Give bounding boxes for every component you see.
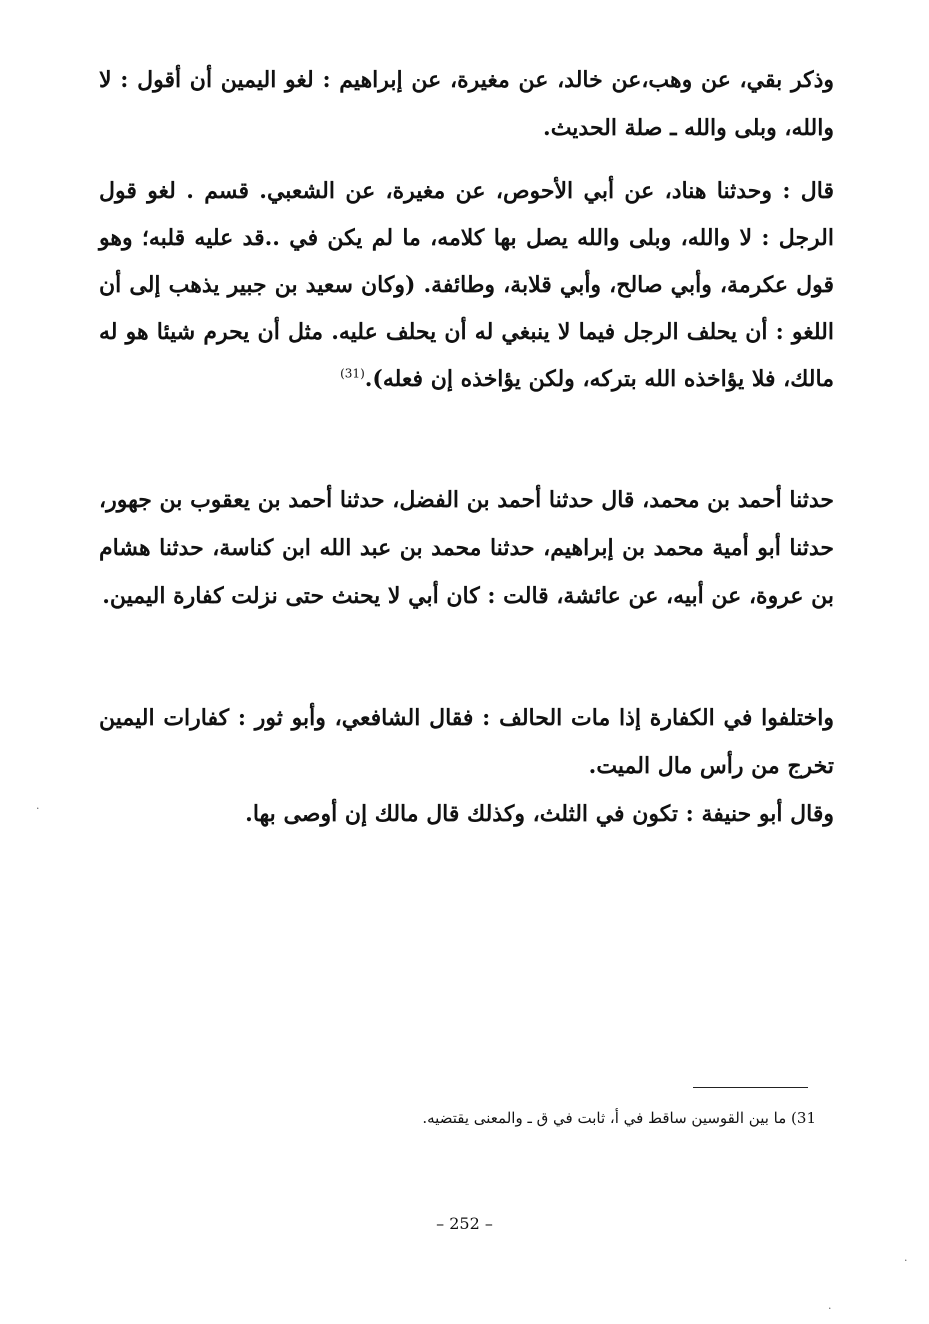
footnote: 31) ما بين القوسين ساقط في أ، ثابت في ق ـ والمعنى يقتضيه.: [422, 1109, 816, 1127]
footnote-separator: [693, 1087, 808, 1088]
paragraph-3-text: حدثنا أحمد بن محمد، قال حدثنا أحمد بن الفضل، حدثنا أحمد بن يعقوب بن جهور، حدثنا أبو أمية محمد بن إبراهيم، حدثنا محمد بن عبد الله ابن كناسة، حدثنا هشام بن عروة، عن أبيه، عن عائشة، قالت : كان أبي لا يحنث حتى نزلت كفارة اليمين.: [99, 487, 834, 609]
paragraph-1: [99, 56, 834, 152]
page-number: – 252 –: [436, 1214, 493, 1233]
paragraph-2-text: قال : وحدثنا هناد، عن أبي الأحوص، عن مغيرة، عن الشعبي. قسم . لغو قول الرجل : لا والله، وبلى والله يصل بها كلامه، ما لم يكن في ..قد عليه قلبه؛ وهو قول عكرمة، وأبي صالح، وأبي قلابة، وطائفة. (وكان سعيد بن جبير يذهب إلى أن اللغو : أن يحلف الرجل فيما لا ينبغي له أن يحلف عليه. مثل أن يحرم شيئا هو له مالك، فلا يؤاخذه الله بتركه، ولكن يؤاخذه إن فعله).: [99, 178, 834, 392]
paragraph-5-text: وقال أبو حنيفة : تكون في الثلث، وكذلك قال مالك إن أوصى بها.: [245, 801, 834, 827]
paragraph-4: [99, 694, 834, 790]
scan-speck: ·: [36, 802, 40, 815]
scan-speck: ·: [904, 1254, 908, 1267]
paragraph-5: [99, 790, 834, 838]
scan-speck: ·: [828, 1302, 832, 1315]
paragraph-2: [99, 168, 834, 403]
paragraph-3: [99, 476, 834, 620]
paragraph-1-text: وذكر بقي، عن وهب،عن خالد، عن مغيرة، عن إبراهيم : لغو اليمين أن أقول : لا والله، وبلى والله ـ صلة الحديث.: [99, 67, 834, 141]
paragraph-4-text: واختلفوا في الكفارة إذا مات الحالف : فقال الشافعي، وأبو ثور : كفارات اليمين تخرج من رأس مال الميت.: [99, 705, 834, 779]
footnote-reference: (31): [340, 366, 365, 381]
